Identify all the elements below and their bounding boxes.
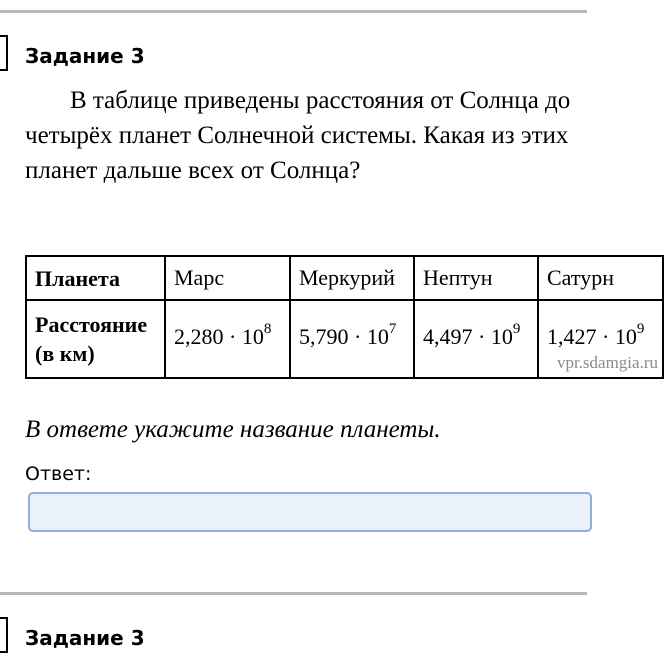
planet-name-cell: Марс bbox=[165, 256, 290, 300]
distance-label: Расстояние bbox=[35, 312, 148, 337]
answer-label: Ответ: bbox=[25, 463, 92, 485]
answer-input[interactable] bbox=[28, 492, 592, 532]
header-cell-planet: Планета bbox=[26, 256, 165, 300]
planet-name-cell: Нептун bbox=[414, 256, 538, 300]
distance-exponent: 7 bbox=[388, 320, 397, 337]
top-divider bbox=[0, 10, 587, 13]
distance-cell bbox=[165, 300, 290, 378]
watermark: vpr.sdamgia.ru bbox=[556, 353, 658, 372]
distance-exponent: 8 bbox=[263, 320, 272, 337]
distance-mantissa: 2,280 · 10 bbox=[174, 324, 264, 349]
distance-mantissa: 1,427 · 10 bbox=[547, 324, 637, 349]
distance-unit-label: (в км) bbox=[35, 341, 95, 366]
next-task-title: Задание 3 bbox=[25, 626, 145, 650]
planet-name-cell: Сатурн bbox=[538, 256, 663, 300]
distance-cell bbox=[290, 300, 414, 378]
planet-distance-table bbox=[25, 255, 664, 379]
table-row bbox=[26, 256, 663, 300]
distance-exponent: 9 bbox=[636, 320, 645, 337]
distance-cell bbox=[538, 300, 663, 378]
distance-cell bbox=[414, 300, 538, 378]
distance-exponent: 9 bbox=[512, 320, 521, 337]
answer-instruction: В ответе укажите название планеты. bbox=[25, 416, 441, 443]
task-checkbox[interactable] bbox=[0, 35, 8, 71]
next-task-checkbox[interactable] bbox=[0, 617, 8, 653]
bottom-divider bbox=[0, 592, 587, 595]
distance-mantissa: 4,497 · 10 bbox=[423, 324, 513, 349]
table-row bbox=[26, 300, 663, 378]
planet-name-cell: Меркурий bbox=[290, 256, 414, 300]
question-text: В таблице приведены расстояния от Солнца до четырёх планет Солнечной системы. Какая из этих планет дальше всех от Солнца? bbox=[25, 87, 571, 184]
distance-mantissa: 5,790 · 10 bbox=[299, 324, 389, 349]
task-title: Задание 3 bbox=[25, 44, 145, 68]
header-cell-distance bbox=[26, 300, 165, 378]
